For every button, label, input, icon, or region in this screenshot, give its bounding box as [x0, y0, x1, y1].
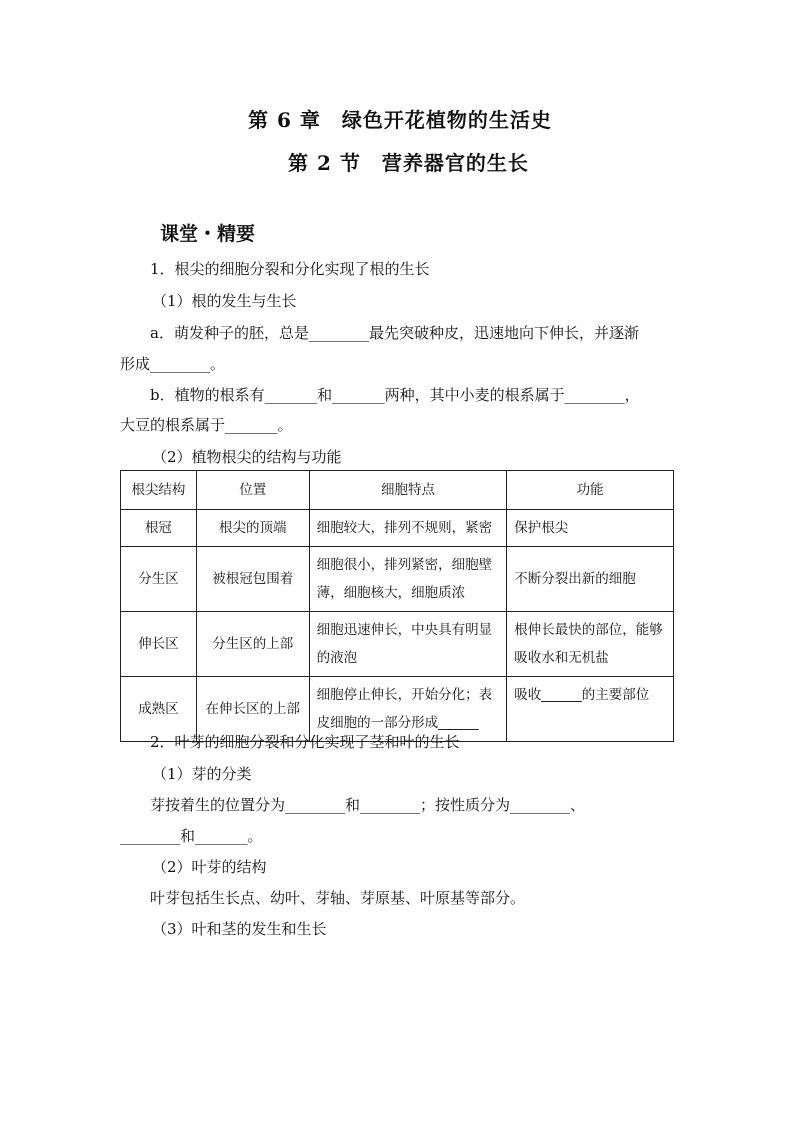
table-cell: 伸长区: [121, 612, 197, 677]
item-2-1-heading: （1）芽的分类: [152, 765, 252, 783]
table-header-row: [121, 471, 674, 510]
table-cell: 细胞很小，排列紧密，细胞壁薄，细胞核大，细胞质浓: [309, 547, 507, 612]
table-cell: 根冠: [121, 510, 197, 547]
table-cell: 不断分裂出新的细胞: [507, 547, 674, 612]
table-cell: 细胞停止伸长，开始分化；表皮细胞的一部分形成______: [309, 677, 507, 742]
table-row: [121, 547, 674, 612]
item-1-1a-line2: 形成________。: [120, 355, 226, 373]
item-2-3-heading: （3）叶和茎的发生和生长: [152, 920, 327, 938]
section-heading: 课堂・精要: [160, 223, 256, 245]
table-cell: 根伸长最快的部位，能够吸收水和无机盐: [507, 612, 674, 677]
table-cell: 分生区的上部: [196, 612, 309, 677]
table-cell: 细胞迅速伸长，中央具有明显的液泡: [309, 612, 507, 677]
table-cell: 根尖的顶端: [196, 510, 309, 547]
table-cell: 在伸长区的上部: [196, 677, 309, 742]
table-cell: 被根冠包围着: [196, 547, 309, 612]
table-cell: 成熟区: [121, 677, 197, 742]
item-2-1-line2: ________和_______。: [120, 827, 263, 845]
item-2-1-line1: 芽按着生的位置分为________和________；按性质分为________、: [150, 796, 586, 814]
table-cell: 吸收______的主要部位: [507, 677, 674, 742]
item-1-1-heading: （1）根的发生与生长: [152, 292, 297, 310]
item-1-1a-line1: a．萌发种子的胚，总是________最先突破种皮，迅速地向下伸长，并逐渐: [150, 324, 639, 342]
table-cell: 细胞较大，排列不规则，紧密: [309, 510, 507, 547]
table-cell: 分生区: [121, 547, 197, 612]
table-header-cell: 细胞特点: [309, 471, 507, 510]
table-header-cell: 位置: [196, 471, 309, 510]
table-row: [121, 510, 674, 547]
chapter-title: 第 6 章 绿色开花植物的生活史: [248, 108, 552, 132]
section-subtitle: 第 2 节 营养器官的生长: [288, 151, 529, 175]
table-header-cell: 根尖结构: [121, 471, 197, 510]
table-header-cell: 功能: [507, 471, 674, 510]
item-1-heading: 1．根尖的细胞分裂和分化实现了根的生长: [150, 260, 430, 278]
item-1-1b-line2: 大豆的根系属于_______。: [120, 416, 293, 434]
item-1-2-heading: （2）植物根尖的结构与功能: [152, 448, 342, 466]
table-row: [121, 612, 674, 677]
item-2-2-heading: （2）叶芽的结构: [152, 858, 267, 876]
item-2-heading: 2．叶芽的细胞分裂和分化实现了茎和叶的生长: [150, 733, 460, 751]
table-cell: 保护根尖: [507, 510, 674, 547]
item-1-1b-line1: b．植物的根系有_______和_______两种，其中小麦的根系属于________，: [150, 386, 640, 404]
root-tip-table: [120, 470, 674, 742]
item-2-2-text: 叶芽包括生长点、幼叶、芽轴、芽原基、叶原基等部分。: [150, 889, 526, 907]
